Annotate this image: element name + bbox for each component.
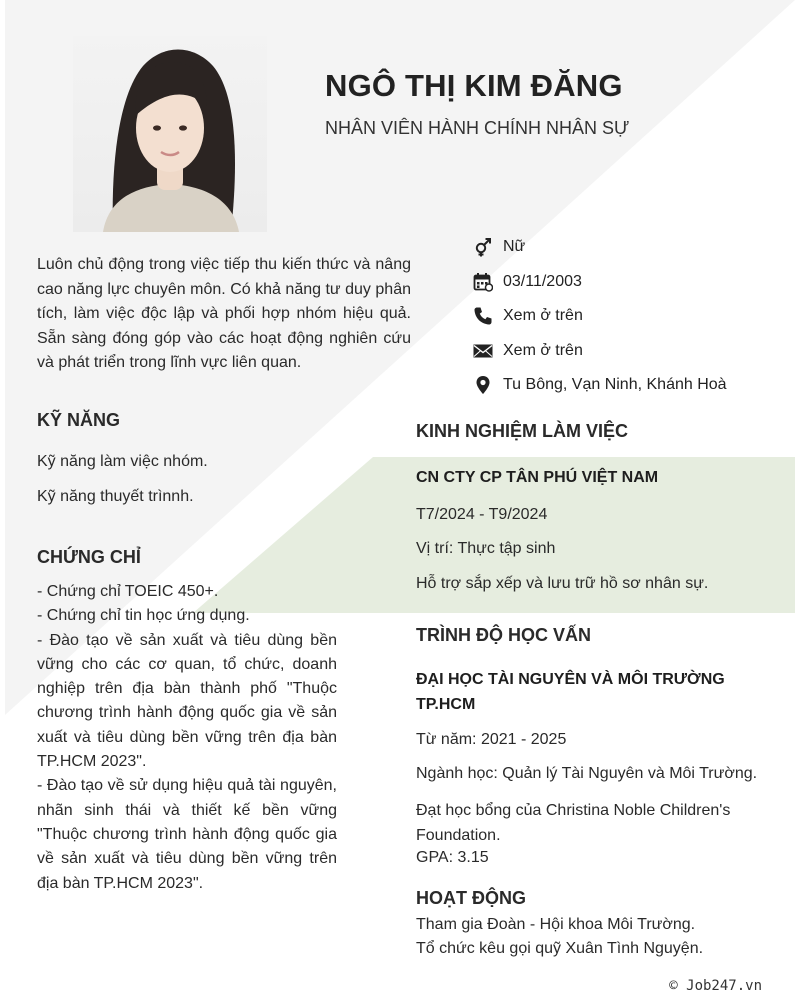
activity-item: Tham gia Đoàn - Hội khoa Môi Trường. [416,916,696,933]
education-major: Ngành học: Quản lý Tài Nguyên và Môi Trường. [416,765,758,782]
gender-value: Nữ [503,238,526,256]
experience-company: CN CTY CP TÂN PHÚ VIỆT NAM [416,469,659,486]
email-value: Xem ở trên [503,341,583,359]
skills-list [37,452,208,521]
skill-item: Kỹ năng làm việc nhóm. [37,453,208,470]
certificate-item: - Chứng chỉ tin học ứng dụng. [37,607,250,625]
profile-photo [73,36,267,232]
certificate-item: - Chứng chỉ TOEIC 450+. [37,583,219,600]
gender-icon [472,236,494,258]
certificates-heading: CHỨNG CHỈ [37,547,141,567]
activities-heading: HOẠT ĐỘNG [416,888,526,908]
email-icon [472,340,494,362]
contact-gender [472,230,727,265]
contact-birthday [472,265,727,300]
job-title: NHÂN VIÊN HÀNH CHÍNH NHÂN SỰ [325,118,630,138]
contact-info [472,230,727,403]
education-years: Từ năm: 2021 - 2025 [416,731,567,748]
experience-description: Hỗ trợ sắp xếp và lưu trữ hồ sơ nhân sự. [416,575,709,592]
certificate-item: - Đào tạo về sản xuất và tiêu dùng bền vững cho các cơ quan, tổ chức, doanh nghiệp trên địa bàn thành phố "Thuộc chương trình hành động quốc gia về sản xuất và tiêu dùng bền vững trên địa bàn TP.HCM 2023". [37,631,337,771]
education-school: ĐẠI HỌC TÀI NGUYÊN VÀ MÔI TRƯỜNG TP.HCM [416,671,725,713]
address-value: Tu Bông, Vạn Ninh, Khánh Hoà [503,376,727,394]
skills-heading: KỸ NĂNG [37,410,121,430]
phone-value: Xem ở trên [503,307,583,325]
contact-phone [472,299,727,334]
skill-item: Kỹ năng thuyết trìnnh. [37,487,194,505]
education-heading: TRÌNH ĐỘ HỌC VẤN [416,625,591,645]
calendar-icon [472,271,494,293]
experience-role: Vị trí: Thực tập sinh [416,540,556,557]
career-summary: Luôn chủ động trong việc tiếp thu kiến thức và nâng cao năng lực chuyên môn. Có khả năng tư duy phân tích, làm việc độc lập và phối hợp nhóm hiệu quả. Sẵn sàng đóng góp vào các hoạt động nghiên cứu và phát triển trong lĩnh vực liên quan. [37,256,411,371]
watermark: © Job247.vn [669,978,762,994]
location-pin-icon [472,374,494,396]
experience-period: T7/2024 - T9/2024 [416,506,548,523]
candidate-name: NGÔ THỊ KIM ĐĂNG [325,68,623,103]
birthday-value: 03/11/2003 [503,272,582,290]
experience-heading: KINH NGHIỆM LÀM VIỆC [416,421,629,441]
activity-item: Tổ chức kêu gọi quỹ Xuân Tình Nguyện. [416,940,704,957]
certificates-list [37,580,337,896]
phone-icon [472,305,494,327]
education-scholarship: Đạt học bổng của Christina Noble Children's Foundation. [416,802,731,844]
certificate-item: - Đào tạo về sử dụng hiệu quả tài nguyên, nhãn sinh thái và thiết kế bền vững "Thuộc chương trình hành động quốc gia về sản xuất và tiêu dùng bền vững trên địa bàn TP.HCM 2023". [37,777,337,892]
education-gpa: GPA: 3.15 [416,849,489,866]
portrait-illustration [73,36,267,232]
contact-address [472,368,727,403]
contact-email [472,334,727,369]
